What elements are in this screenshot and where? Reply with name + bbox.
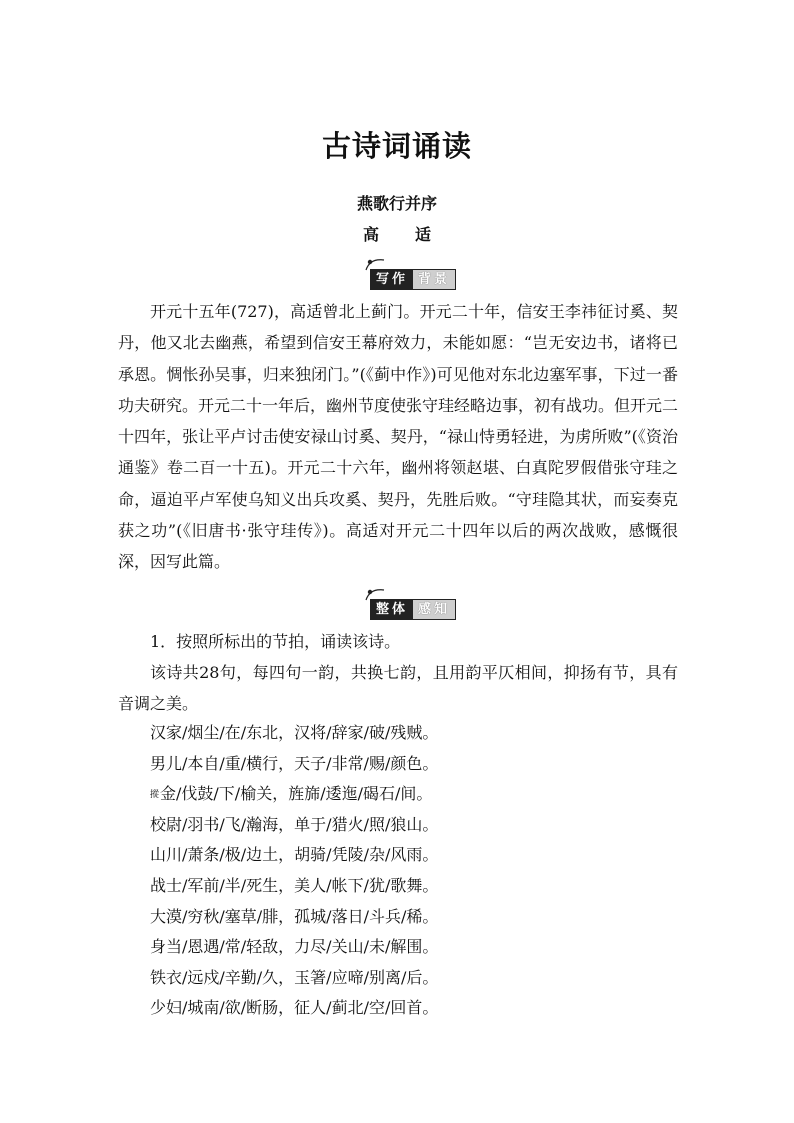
section-tag-overview [360,584,464,620]
poem-line: 校尉/羽书/飞/瀚海，单于/猎火/照/狼山。 [150,814,439,834]
tag-label-left: 写作 [371,270,413,289]
tag-label-left: 整体 [371,600,413,619]
poem-line-text: 金/伐鼓/下/榆关，旌旆/逶迤/碣石/间。 [160,784,433,804]
item-1-description: 该诗共28句，每四句一韵，共换七韵，且用韵平仄相间，抑扬有节，具有音调之美。 [118,663,678,714]
poem-author: 高 适 [362,225,441,244]
poem-line: 战士/军前/半/死生，美人/帐下/犹/歌舞。 [150,875,439,895]
poem-lines [150,718,438,1024]
tag-label-right: 感知 [413,600,455,619]
poem-title: 燕歌行并序 [356,194,437,213]
tag-label-right: 背景 [413,270,455,289]
poem-line: 山川/萧条/极/边土，胡骑/凭陵/杂/风雨。 [150,845,439,865]
poem-line: 男儿/本自/重/横行，天子/非常/赐/颜色。 [150,753,439,773]
poem-line: 少妇/城南/欲/断肠，征人/蓟北/空/回首。 [150,998,439,1018]
background-paragraph: 开元十五年(727)，高适曾北上蓟门。开元二十年，信安王李祎征讨奚、契丹，他又北去幽燕，希望到信安王幕府效力，未能如愿：“岂无安边书，诸将已承恩。惆怅孙吴事，归来独闭门。”(《蓟中作》)可见他对东北边塞军事，下过一番功夫研究。开元二十一年后，幽州节度使张守珪经略边事，初有战功。但开元二十四年，张让平卢讨击使安禄山讨奚、契丹，“禄山恃勇轻进，为虏所败”(《资治通鉴》卷二百一十五)。开元二十六年，幽州将领赵堪、白真陀罗假借张守珪之命，逼迫平卢军使乌知义出兵攻奚、契丹，先胜后败。“守珪隐其状，而妄奏克获之功”(《旧唐书·张守珪传》)。高适对开元二十四年以后的两次战败，感慨很深，因写此篇。 [118,302,679,572]
section-tag-box [370,269,456,290]
section-tag-box [370,599,456,620]
rare-char-prefix: 摐 [150,790,160,801]
poem-line: 铁衣/远戍/辛勤/久，玉箸/应啼/别离/后。 [150,967,439,987]
poem-line: 身当/恩遇/常/轻敌，力尽/关山/未/解围。 [150,937,439,957]
section-tag-background [360,254,464,290]
poem-line: 大漠/穷秋/塞草/腓，孤城/落日/斗兵/稀。 [150,906,439,926]
item-1-heading: 1．按照所标出的节拍，诵读该诗。 [150,632,401,651]
poem-line: 汉家/烟尘/在/东北，汉将/辞家/破/残贼。 [150,723,439,742]
poem-line [150,779,438,810]
page-title: 古诗词诵读 [321,129,472,163]
